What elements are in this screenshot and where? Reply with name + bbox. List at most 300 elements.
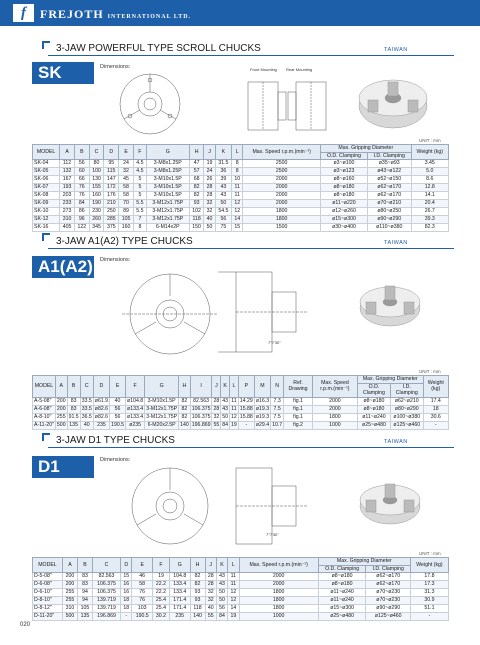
table-cell: 12 xyxy=(232,208,243,216)
table-cell: 11 xyxy=(228,573,239,581)
table-cell: - xyxy=(238,421,254,429)
col-header: B xyxy=(74,145,89,160)
table-cell: ø11~ø220 xyxy=(321,200,368,208)
col-header: Max. Speed r.p.m.(min⁻¹) xyxy=(239,558,318,573)
table-cell: 1800 xyxy=(239,589,318,597)
model-cell: A-5-08" xyxy=(33,397,56,405)
col-header: Max. Speed r.p.m.(min⁻¹) xyxy=(312,376,357,398)
col-header: B xyxy=(67,376,80,398)
table-cell: 28 xyxy=(204,184,215,192)
table-cell: 2500 xyxy=(243,160,321,168)
table-cell: 8 xyxy=(232,160,243,168)
col-header: J xyxy=(205,558,216,573)
table-cell: 19 xyxy=(228,613,239,621)
table-cell: 46 xyxy=(132,573,153,581)
table-cell: ø25~ø480 xyxy=(318,613,366,621)
table-cell: ø90~ø290 xyxy=(366,605,410,613)
table-cell: 196.869 xyxy=(92,613,120,621)
table-cell: 51.1 xyxy=(410,605,448,613)
table-cell: 39 xyxy=(215,176,232,184)
table-cell: 105 xyxy=(77,605,92,613)
model-cell: A-8-10" xyxy=(33,413,56,421)
table-cell: 2000 xyxy=(312,405,357,413)
table-cell: ø80~ø290 xyxy=(390,405,423,413)
col-header: K xyxy=(215,145,232,160)
unit-label: UNIT : mm xyxy=(419,369,441,374)
col-header: MODEL xyxy=(33,145,60,160)
table-cell: ø62~ø210 xyxy=(390,397,423,405)
table-cell: 24 xyxy=(119,160,134,168)
section-marker xyxy=(42,233,50,241)
table-cell: ø125~ø460 xyxy=(390,421,423,429)
table-cell: fig.2 xyxy=(284,421,313,429)
table-cell: 3-M8x1.25P xyxy=(146,160,189,168)
table-cell: ø8~ø160 xyxy=(321,176,368,184)
table-cell: 3-M10x1.5P xyxy=(146,192,189,200)
model-cell: SK-16 xyxy=(33,224,60,232)
model-cell: SK-09 xyxy=(33,200,60,208)
col-header: G xyxy=(145,376,179,398)
table-cell: 133.4 xyxy=(169,581,190,589)
table-cell: 345 xyxy=(89,224,104,232)
table-cell: 255 xyxy=(56,413,66,420)
table-cell: 106.375 xyxy=(191,413,211,420)
table-cell: 130 xyxy=(89,176,104,184)
table-cell: 82 xyxy=(189,184,204,192)
col-header: C xyxy=(89,145,104,160)
model-cell: D-8-12" xyxy=(33,605,63,613)
table-row xyxy=(33,176,449,184)
col-header: I.D. Clamping xyxy=(367,152,411,160)
table-cell: 5.5 xyxy=(133,200,146,208)
table-cell: - xyxy=(423,421,448,429)
table-cell: ø62~ø170 xyxy=(366,581,410,589)
divider xyxy=(48,447,454,448)
table-cell: 102 xyxy=(189,208,204,216)
table-row xyxy=(33,397,449,405)
table-cell: ø104.8 xyxy=(127,397,144,404)
table-cell: 14 xyxy=(232,216,243,224)
table-cell: 82 xyxy=(190,573,205,581)
table-cell: 19 xyxy=(153,573,170,581)
table-cell: 405 xyxy=(60,224,75,232)
table-cell: 103 xyxy=(132,605,153,613)
table-cell: 5 xyxy=(133,176,146,184)
model-cell: D-6-10" xyxy=(33,589,63,597)
table-cell: fig.1 xyxy=(284,413,313,421)
table-cell: 11 xyxy=(232,192,243,200)
table-cell: 3-M12x1.75P xyxy=(146,216,189,224)
table-cell: 5.0 xyxy=(411,168,448,176)
table-cell: 60 xyxy=(74,168,89,176)
table-cell: 106.375 xyxy=(92,589,120,597)
table-cell: 12 xyxy=(228,597,239,605)
table-cell: 1500 xyxy=(243,224,321,232)
table-cell: 75 xyxy=(215,224,232,232)
front-mounting-label: Front Mounting xyxy=(250,67,277,72)
section-title-d1: 3-JAW D1 TYPE CHUCKS xyxy=(56,435,175,446)
table-cell: 15.88 xyxy=(239,413,253,420)
table-cell: 7.5 xyxy=(271,405,284,413)
table-cell: 375 xyxy=(104,224,119,232)
col-header: A xyxy=(62,558,77,573)
table-cell: 28 xyxy=(213,397,220,404)
table-cell: 2000 xyxy=(243,192,321,200)
table-cell: 155 xyxy=(89,184,104,192)
table-row xyxy=(33,589,449,597)
table-cell: 140 xyxy=(190,613,205,621)
table-cell: fig.1 xyxy=(284,405,313,413)
table-cell: 32 xyxy=(205,589,216,597)
table-cell: 118 xyxy=(190,605,205,613)
model-cell: D-5-08" xyxy=(33,573,63,581)
table-cell: 56 xyxy=(216,605,227,613)
col-header: O.D. Clamping xyxy=(318,565,366,573)
table-cell: 15 xyxy=(232,224,243,232)
col-header: H xyxy=(179,376,191,398)
table-cell: 43 xyxy=(222,397,229,404)
col-header: Weight (kg) xyxy=(411,145,448,160)
table-cell: 196.869 xyxy=(191,421,211,428)
table-cell: 190.5 xyxy=(132,613,153,621)
table-cell: 106.375 xyxy=(191,405,211,412)
table-cell: 118 xyxy=(189,216,204,224)
table-cell: 82 xyxy=(189,192,204,200)
table-cell: 200 xyxy=(62,581,77,589)
col-header: L xyxy=(232,145,243,160)
col-header: E xyxy=(132,558,153,573)
table-cell: 190 xyxy=(89,200,104,208)
table-cell: ø11~ø240 xyxy=(357,413,390,421)
model-cell: D-8-10" xyxy=(33,597,63,605)
table-cell: 20.4 xyxy=(411,200,448,208)
table-cell: 19 xyxy=(204,160,215,168)
col-header: P xyxy=(238,376,254,398)
table-cell: 18 xyxy=(121,597,132,605)
table-cell: ø3~ø100 xyxy=(321,160,368,168)
table-row xyxy=(33,581,449,589)
dimensions-label: Dimensions: xyxy=(100,64,131,70)
table-cell: 133.4 xyxy=(169,589,190,597)
table-cell: ø19.3 xyxy=(255,405,270,412)
table-cell: 235 xyxy=(169,613,190,621)
table-cell: 83 xyxy=(67,397,80,405)
col-header: MODEL xyxy=(33,376,56,398)
table-cell: 82.3 xyxy=(411,224,448,232)
table-cell: 58 xyxy=(132,581,153,589)
col-header: MODEL xyxy=(33,558,63,573)
model-cell: SK-07 xyxy=(33,184,60,192)
table-cell: ø90~ø290 xyxy=(367,216,411,224)
table-cell: 255 xyxy=(62,589,77,597)
table-cell: 233 xyxy=(60,200,75,208)
table-cell: 1800 xyxy=(239,605,318,613)
page-header xyxy=(0,0,480,26)
table-cell: 32 xyxy=(119,168,134,176)
table-cell: 6-M20x2.5P xyxy=(145,421,179,429)
col-header: L xyxy=(230,376,239,398)
table-cell: 3-M10x1.5P xyxy=(146,184,189,192)
table-cell: 3.45 xyxy=(411,160,448,168)
table-cell: ø62~ø170 xyxy=(367,184,411,192)
col-header: F xyxy=(126,376,145,398)
table-cell: 210 xyxy=(104,200,119,208)
table-row xyxy=(33,216,449,224)
table-cell: ø3~ø123 xyxy=(321,168,368,176)
table-cell: 115 xyxy=(104,168,119,176)
table-cell: 12 xyxy=(231,413,237,420)
table-cell: 89 xyxy=(119,208,134,216)
table-row xyxy=(33,184,449,192)
origin-badge: TAIWAN xyxy=(384,240,408,246)
sk-spec-table xyxy=(32,144,449,232)
table-cell: 56 xyxy=(110,413,126,421)
table-cell: 91.5 xyxy=(68,413,79,420)
table-cell: 171.4 xyxy=(169,597,190,605)
table-cell: ø110~ø380 xyxy=(367,224,411,232)
table-cell: 84 xyxy=(222,421,229,428)
table-cell: 57 xyxy=(189,168,204,176)
table-row xyxy=(33,208,449,216)
table-cell: 26.7 xyxy=(411,208,448,216)
table-cell: 32 xyxy=(205,597,216,605)
sk-technical-drawing xyxy=(118,72,458,136)
table-cell: 40 xyxy=(110,397,126,405)
col-header: F xyxy=(153,558,170,573)
table-cell: 33.5 xyxy=(81,405,92,412)
table-cell: 50 xyxy=(222,413,229,420)
table-cell: 32 xyxy=(204,208,215,216)
table-cell: ø29.4 xyxy=(255,421,270,428)
table-cell: ø133.4 xyxy=(127,413,144,420)
col-header: M xyxy=(254,376,270,398)
model-code-a1a2: A1(A2) xyxy=(32,256,94,278)
table-cell: 36.5 xyxy=(81,413,92,420)
table-cell: ø43~ø122 xyxy=(367,168,411,176)
table-cell: 96 xyxy=(74,216,89,224)
col-header: L xyxy=(228,558,239,573)
col-header: D xyxy=(121,558,132,573)
table-cell: 24 xyxy=(204,168,215,176)
table-cell: 30.2 xyxy=(153,613,170,621)
table-cell: 18 xyxy=(423,405,448,413)
table-cell: 3-M12x1.75P xyxy=(146,208,189,216)
table-cell: ø16.3 xyxy=(255,397,270,404)
table-cell: 76 xyxy=(74,192,89,200)
table-cell: 93 xyxy=(190,589,205,597)
table-cell: 100 xyxy=(89,168,104,176)
table-cell: 104.8 xyxy=(169,573,190,581)
section-title-sk: 3-JAW POWERFUL TYPE SCROLL CHUCKS xyxy=(56,43,261,54)
table-cell: 56 xyxy=(74,160,89,168)
unit-label: UNIT : mm xyxy=(419,138,441,143)
table-cell: ø62~ø170 xyxy=(367,192,411,200)
sk-table-body xyxy=(33,160,449,232)
table-cell: ø12~ø260 xyxy=(321,208,368,216)
model-cell: SK-06 xyxy=(33,176,60,184)
table-cell: 500 xyxy=(56,421,66,428)
table-cell: 86 xyxy=(74,208,89,216)
table-cell: 255 xyxy=(62,597,77,605)
company-logo: f xyxy=(13,4,34,22)
table-cell: 76 xyxy=(132,589,153,597)
origin-badge: TAIWAN xyxy=(384,439,408,445)
table-cell: 32 xyxy=(213,413,220,420)
table-cell: 83 xyxy=(67,405,80,413)
table-cell: 3-M10x1.5P xyxy=(146,176,189,184)
table-cell: 12.8 xyxy=(411,184,448,192)
table-cell: 40 xyxy=(205,605,216,613)
table-cell: 7.5 xyxy=(271,413,284,421)
table-cell: 15.88 xyxy=(239,405,253,412)
table-cell: 160 xyxy=(119,224,134,232)
table-cell: 58 xyxy=(119,192,134,200)
table-cell: 7.3 xyxy=(271,397,284,405)
col-header: G xyxy=(146,145,189,160)
table-cell: 132 xyxy=(60,168,75,176)
table-cell: ø61.9 xyxy=(94,397,109,404)
table-cell: ø8~ø180 xyxy=(357,397,390,405)
table-row xyxy=(33,573,449,581)
table-cell: 4.5 xyxy=(133,160,146,168)
table-cell: ø100~ø380 xyxy=(390,413,423,421)
col-header: J xyxy=(212,376,221,398)
table-row xyxy=(33,613,449,621)
table-cell: ø8~ø180 xyxy=(318,581,366,589)
table-cell: 50 xyxy=(215,200,232,208)
table-cell: 171.4 xyxy=(169,605,190,613)
origin-badge: TAIWAN xyxy=(384,47,408,53)
table-cell: - xyxy=(121,613,132,621)
table-cell: 172 xyxy=(104,184,119,192)
table-cell: 112 xyxy=(60,160,75,168)
table-cell: 22.2 xyxy=(153,589,170,597)
table-cell: 5 xyxy=(133,192,146,200)
table-cell: 5 xyxy=(133,184,146,192)
table-cell: ø125~ø460 xyxy=(366,613,410,621)
table-cell: 43 xyxy=(216,581,227,589)
table-cell: 28 xyxy=(204,192,215,200)
table-cell: 14 xyxy=(228,605,239,613)
col-header: C xyxy=(80,376,93,398)
table-cell: 203 xyxy=(60,192,75,200)
table-cell: 140 xyxy=(180,421,189,428)
table-cell: 66 xyxy=(74,176,89,184)
table-cell: 106.375 xyxy=(92,581,120,589)
col-header: E xyxy=(110,376,126,398)
table-cell: 3-M10x1.5P xyxy=(145,397,179,405)
table-cell: 8 xyxy=(133,224,146,232)
table-cell: 260 xyxy=(89,216,104,224)
a1a2-technical-drawing xyxy=(118,266,458,358)
model-cell: SK-04 xyxy=(33,160,60,168)
table-cell: 14.29 xyxy=(239,397,253,404)
table-cell: 2000 xyxy=(243,200,321,208)
table-cell: 135 xyxy=(77,613,92,621)
model-code-d1: D1 xyxy=(32,456,94,478)
group-header: Max. Gripping Diameter xyxy=(318,558,410,566)
table-cell: ø8~ø180 xyxy=(318,573,366,581)
table-cell: 39.3 xyxy=(411,216,448,224)
table-cell: 4.5 xyxy=(133,168,146,176)
table-cell: 273 xyxy=(60,208,75,216)
table-cell: 56 xyxy=(110,405,126,413)
table-cell: 160 xyxy=(89,192,104,200)
table-cell: 28 xyxy=(205,581,216,589)
section-marker xyxy=(42,41,50,49)
table-row xyxy=(33,224,449,232)
table-cell: ø15~ø300 xyxy=(318,605,366,613)
col-header: A xyxy=(55,376,67,398)
table-row xyxy=(33,405,449,413)
model-cell: A-11-20" xyxy=(34,421,54,428)
table-cell: 25.4 xyxy=(153,597,170,605)
table-cell: 30.9 xyxy=(410,597,448,605)
col-header: D xyxy=(104,145,119,160)
col-header: I xyxy=(190,376,212,398)
table-cell: 82 xyxy=(179,413,191,421)
table-cell: 1000 xyxy=(239,613,318,621)
table-cell: 54.5 xyxy=(215,208,232,216)
table-cell: 1800 xyxy=(312,413,357,421)
table-row xyxy=(33,160,449,168)
table-cell: 235 xyxy=(93,421,109,429)
table-cell: 43 xyxy=(215,184,232,192)
divider xyxy=(48,55,454,56)
table-cell: 17.4 xyxy=(423,397,448,405)
table-cell: 310 xyxy=(60,216,75,224)
col-header: Weight (kg) xyxy=(423,376,448,398)
table-cell: 500 xyxy=(62,613,77,621)
table-cell: 176 xyxy=(104,192,119,200)
brand-sub: INTERNATIONAL LTD. xyxy=(107,14,192,20)
table-cell: 43 xyxy=(222,405,229,412)
table-cell: 30.6 xyxy=(423,413,448,421)
table-cell: 230 xyxy=(89,208,104,216)
table-cell: 45 xyxy=(119,176,134,184)
rear-mounting-label: Rear Mounting xyxy=(286,67,313,72)
table-cell: 50 xyxy=(204,224,215,232)
a1a2-table-body xyxy=(33,397,449,429)
group-header: Max. Gripping Diameter xyxy=(357,376,423,384)
table-cell: 11 xyxy=(232,184,243,192)
col-header: Ref. Drawing xyxy=(284,376,313,398)
col-header: C xyxy=(92,558,120,573)
table-cell: 7 xyxy=(133,216,146,224)
table-cell: ø15~ø300 xyxy=(321,216,368,224)
table-cell: 3-M12x1.75P xyxy=(146,413,178,420)
table-cell: 12 xyxy=(232,200,243,208)
table-cell: 3-M12x1.75P xyxy=(146,200,189,208)
table-row xyxy=(33,605,449,613)
table-cell: 16 xyxy=(121,589,132,597)
table-cell: 16 xyxy=(121,581,132,589)
table-cell: 33.5 xyxy=(81,397,92,404)
page-number: 020 xyxy=(20,622,31,628)
col-header: H xyxy=(190,558,205,573)
table-cell: 82.563 xyxy=(190,397,212,405)
table-cell: 167 xyxy=(60,176,75,184)
model-cell: D-6-08" xyxy=(33,581,63,589)
table-cell: 2000 xyxy=(239,581,318,589)
table-cell: 10.7 xyxy=(272,421,283,428)
col-header: J xyxy=(204,145,215,160)
table-cell: 3-M8x1.25P xyxy=(146,168,189,176)
col-header: Max. Speed r.p.m.(min⁻¹) xyxy=(243,145,321,160)
dimensions-label: Dimensions: xyxy=(100,257,131,263)
table-cell: 8.6 xyxy=(411,176,448,184)
table-cell: ø70~ø230 xyxy=(366,589,410,597)
